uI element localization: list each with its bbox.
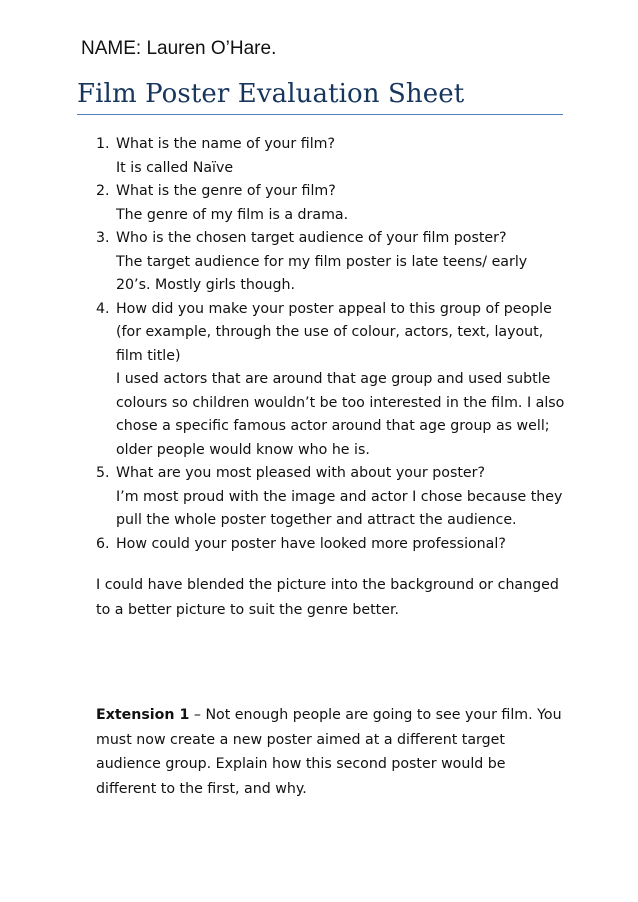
question-item xyxy=(96,462,576,533)
title-underline xyxy=(77,114,563,115)
question-item xyxy=(96,227,576,298)
question-line: film title) xyxy=(116,347,181,364)
question-item xyxy=(96,180,576,227)
question-number: 6. xyxy=(96,535,110,552)
question-number: 4. xyxy=(96,300,110,317)
question-number: 3. xyxy=(96,230,110,246)
question-text xyxy=(96,298,576,322)
student-name: NAME: Lauren O’Hare. xyxy=(81,38,277,59)
question-text xyxy=(96,533,576,557)
answer-6 xyxy=(96,573,576,622)
extension-text: – Not enough people are going to see your film. You xyxy=(189,707,562,723)
question-line: How could your poster have looked more professional? xyxy=(116,535,506,552)
answer-line: I could have blended the picture into the background or changed xyxy=(96,577,559,593)
question-line: (for example, through the use of colour, actors, text, layout, xyxy=(116,324,544,340)
question-text xyxy=(96,180,576,204)
question-line: Who is the chosen target audience of your film poster? xyxy=(116,230,507,246)
answer-line: 20’s. Mostly girls though. xyxy=(116,277,296,293)
question-text xyxy=(96,133,576,157)
extension-task xyxy=(96,703,576,801)
question-line: What are you most pleased with about your poster? xyxy=(116,465,485,481)
answer-line: The target audience for my film poster is late teens/ early xyxy=(116,253,528,270)
question-item xyxy=(96,533,576,557)
page-title: Film Poster Evaluation Sheet xyxy=(77,79,465,109)
answer-line: colours so children wouldn’t be too interested in the film. I also xyxy=(116,394,565,411)
answer-line: The genre of my film is a drama. xyxy=(116,206,349,223)
extension-line: must now create a new poster aimed at a different target xyxy=(96,731,505,748)
question-item xyxy=(96,133,576,180)
question-number: 5. xyxy=(96,465,110,481)
question-number: 2. xyxy=(96,183,110,199)
question-text xyxy=(96,345,576,369)
extension-label: Extension 1 xyxy=(96,707,190,723)
question-text xyxy=(96,462,576,486)
question-text xyxy=(96,227,576,251)
question-text xyxy=(96,321,576,345)
answer-line: to a better picture to suit the genre better. xyxy=(96,601,400,618)
answer-line: I used actors that are around that age group and used subtle xyxy=(116,371,551,387)
question-line: What is the genre of your film? xyxy=(116,183,336,199)
extension-line: audience group. Explain how this second poster would be xyxy=(96,756,506,772)
question-item xyxy=(96,298,576,463)
answer-line: older people would know who he is. xyxy=(116,441,370,458)
question-number: 1. xyxy=(96,136,110,152)
extension-first-line xyxy=(96,703,576,728)
question-line: What is the name of your film? xyxy=(116,136,335,152)
extension-line: different to the first, and why. xyxy=(96,780,307,797)
answer-line: It is called Naïve xyxy=(116,159,234,176)
answer-line: I’m most proud with the image and actor I chose because they xyxy=(116,488,563,505)
answer-line: chose a specific famous actor around that age group as well; xyxy=(116,418,550,434)
answer-line: pull the whole poster together and attract the audience. xyxy=(116,512,517,528)
question-list xyxy=(96,133,576,556)
question-line: How did you make your poster appeal to this group of people xyxy=(116,300,552,317)
